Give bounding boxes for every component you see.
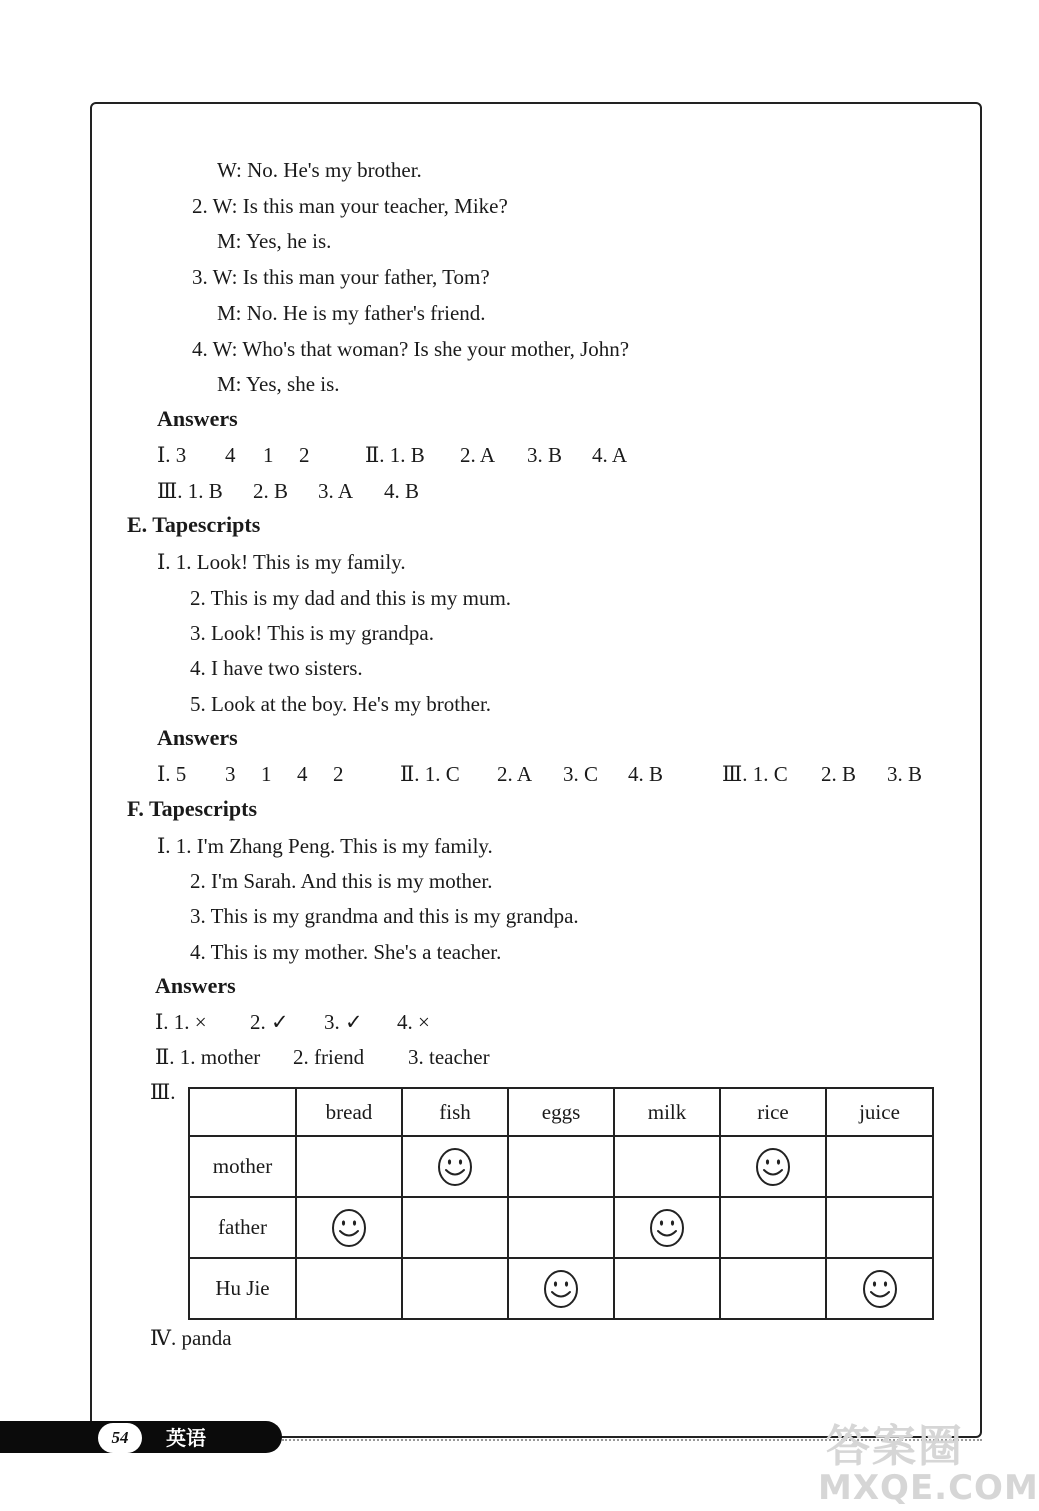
- answer-item: 3. B: [527, 443, 563, 467]
- tapescript-line: Ⅰ. 1. Look! This is my family.: [157, 550, 406, 574]
- answer-item: 3. C: [563, 762, 599, 786]
- table-cell: [614, 1197, 720, 1258]
- tapescript-line: 2. This is my dad and this is my mum.: [190, 586, 512, 610]
- answers-row: [157, 445, 757, 469]
- table-cell: [720, 1197, 826, 1258]
- preference-table: [188, 1087, 934, 1320]
- table-cell: [402, 1136, 508, 1197]
- answer-item: 2: [299, 443, 310, 467]
- answer-iv: Ⅳ. panda: [150, 1326, 232, 1350]
- answer-item: 2. ✓: [250, 1010, 289, 1034]
- tapescript-line: Ⅰ. 1. I'm Zhang Peng. This is my family.: [157, 834, 493, 858]
- watermark-logo: 答案圈: [826, 1421, 964, 1472]
- column-header: eggs: [508, 1088, 614, 1136]
- answer-item: 1: [263, 443, 274, 467]
- answer-item: 4: [225, 443, 236, 467]
- tapescript-line: 2. I'm Sarah. And this is my mother.: [190, 869, 493, 893]
- table-cell: [508, 1197, 614, 1258]
- smiley-face-icon: [755, 1147, 791, 1187]
- column-header: bread: [296, 1088, 402, 1136]
- answer-item: 2. A: [460, 443, 496, 467]
- answer-item: Ⅱ. 1. C: [400, 762, 460, 786]
- answer-item: Ⅰ. 3: [157, 443, 187, 467]
- answers-heading: Answers: [157, 406, 238, 431]
- answers-row: [155, 1047, 555, 1071]
- answers-heading: Answers: [157, 725, 238, 750]
- column-header: juice: [826, 1088, 933, 1136]
- answer-item: Ⅲ. 1. C: [722, 762, 788, 786]
- table-cell: [826, 1197, 933, 1258]
- column-header: fish: [402, 1088, 508, 1136]
- table-cell: [296, 1258, 402, 1319]
- answer-item: Ⅰ. 5: [157, 762, 187, 786]
- answer-item: Ⅱ. 1. mother: [155, 1045, 261, 1069]
- table-row: [189, 1197, 933, 1258]
- subject-label: 英语: [166, 1426, 206, 1450]
- dialogue-line: 3. W: Is this man your father, Tom?: [192, 265, 490, 289]
- page-number: 54: [98, 1423, 142, 1453]
- answer-item: 2. A: [497, 762, 533, 786]
- answer-item: Ⅰ. 1. ×: [155, 1010, 207, 1034]
- tapescript-line: 3. Look! This is my grandpa.: [190, 621, 435, 645]
- answer-item: 4: [297, 762, 308, 786]
- table-cell: [614, 1136, 720, 1197]
- answer-item: 3. A: [318, 479, 354, 503]
- row-header: father: [189, 1197, 296, 1258]
- answer-item: 2. friend: [293, 1045, 365, 1069]
- answer-item: 1: [261, 762, 272, 786]
- tapescript-line: 4. I have two sisters.: [190, 656, 363, 680]
- table-header-row: [189, 1088, 933, 1136]
- column-header: milk: [614, 1088, 720, 1136]
- answer-item: 2. B: [253, 479, 289, 503]
- answer-item: Ⅱ. 1. B: [365, 443, 425, 467]
- tapescript-line: 4. This is my mother. She's a teacher.: [190, 940, 502, 964]
- table-corner-cell: [189, 1088, 296, 1136]
- table-cell: [826, 1258, 933, 1319]
- answers-row: [157, 481, 557, 505]
- answers-row: [157, 764, 937, 788]
- table-cell: [720, 1258, 826, 1319]
- answer-item: 4. B: [628, 762, 664, 786]
- table-cell: [296, 1136, 402, 1197]
- smiley-face-icon: [649, 1208, 685, 1248]
- smiley-face-icon: [331, 1208, 367, 1248]
- smiley-face-icon: [862, 1269, 898, 1309]
- dialogue-line: W: No. He's my brother.: [217, 158, 422, 182]
- table-cell: [508, 1136, 614, 1197]
- answer-item: 3: [225, 762, 236, 786]
- table-cell: [402, 1197, 508, 1258]
- answer-item: 2. B: [821, 762, 857, 786]
- answer-item: 2: [333, 762, 344, 786]
- answer-item: 3. B: [887, 762, 923, 786]
- answer-item: 3. teacher: [408, 1045, 490, 1069]
- row-header: mother: [189, 1136, 296, 1197]
- table-row: [189, 1258, 933, 1319]
- answer-item: 4. ×: [397, 1010, 430, 1034]
- dialogue-line: M: Yes, she is.: [217, 372, 340, 396]
- tapescript-line: 3. This is my grandma and this is my grandpa.: [190, 904, 579, 928]
- smiley-face-icon: [543, 1269, 579, 1309]
- answer-item: Ⅲ. 1. B: [157, 479, 223, 503]
- row-header: Hu Jie: [189, 1258, 296, 1319]
- dialogue-line: M: No. He is my father's friend.: [217, 301, 486, 325]
- table-cell: [826, 1136, 933, 1197]
- answers-heading: Answers: [155, 973, 236, 998]
- dialogue-line: 4. W: Who's that woman? Is she your mother, John?: [192, 337, 630, 361]
- smiley-face-icon: [437, 1147, 473, 1187]
- watermark-url: MXQE.COM: [818, 1468, 1039, 1508]
- dialogue-line: M: Yes, he is.: [217, 229, 332, 253]
- table-cell: [402, 1258, 508, 1319]
- table-cell: [296, 1197, 402, 1258]
- tapescript-line: 5. Look at the boy. He's my brother.: [190, 692, 492, 716]
- table-row: [189, 1136, 933, 1197]
- table-label: Ⅲ.: [150, 1080, 176, 1104]
- column-header: rice: [720, 1088, 826, 1136]
- answers-row: [155, 1012, 475, 1036]
- answer-item: 4. B: [384, 479, 420, 503]
- section-f-heading: F. Tapescripts: [127, 796, 258, 821]
- answer-item: 4. A: [592, 443, 628, 467]
- section-e-heading: E. Tapescripts: [127, 512, 261, 537]
- dialogue-line: 2. W: Is this man your teacher, Mike?: [192, 194, 508, 218]
- answer-item: 3. ✓: [324, 1010, 363, 1034]
- table-cell: [614, 1258, 720, 1319]
- table-cell: [720, 1136, 826, 1197]
- table-cell: [508, 1258, 614, 1319]
